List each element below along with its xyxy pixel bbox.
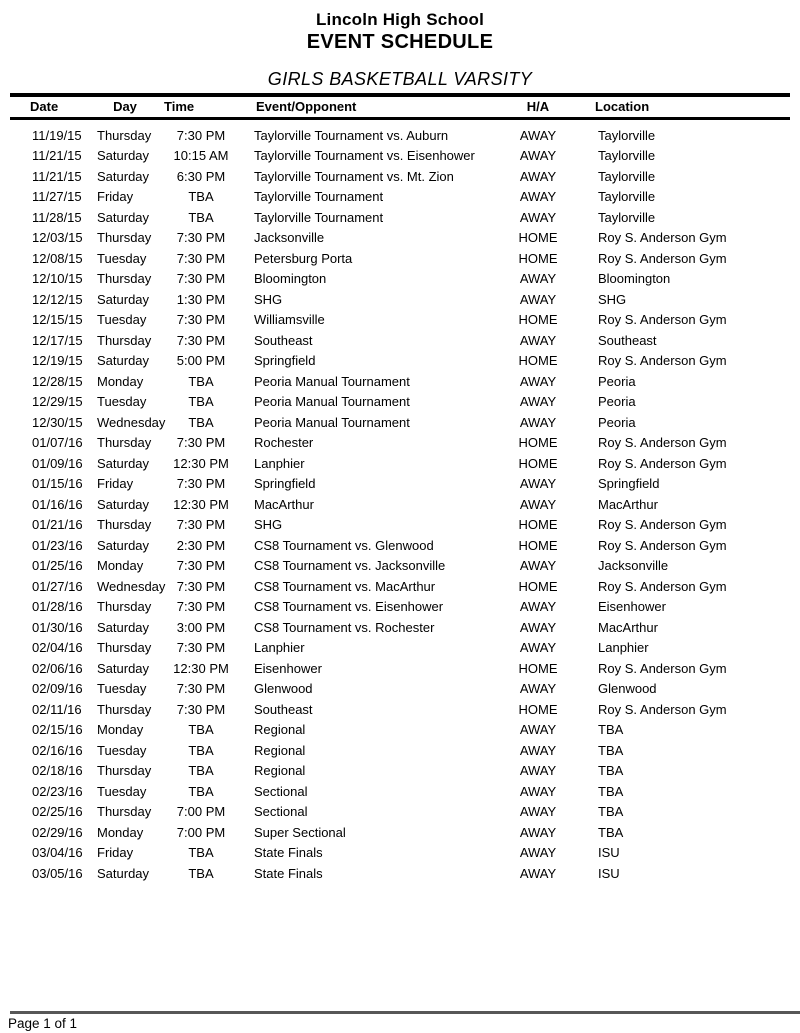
cell-time: 7:30 PM	[176, 701, 226, 717]
cell-event: Regional	[254, 763, 306, 779]
cell-event: Taylorville Tournament vs. Mt. Zion	[254, 168, 454, 184]
table-row	[10, 802, 790, 823]
cell-day: Saturday	[97, 455, 150, 471]
cell-location: Taylorville	[598, 209, 656, 225]
cell-ha: HOME	[518, 537, 558, 553]
cell-date: 01/23/16	[32, 537, 83, 553]
cell-ha: AWAY	[519, 865, 557, 881]
cell-event: Regional	[254, 742, 306, 758]
table-row	[10, 494, 790, 515]
cell-date: 02/09/16	[32, 681, 83, 697]
column-header-time: Time	[164, 99, 195, 115]
table-header-row	[10, 95, 790, 118]
cell-ha: HOME	[518, 701, 558, 717]
cell-location: Roy S. Anderson Gym	[598, 517, 727, 533]
table-row	[10, 699, 790, 720]
cell-location: Taylorville	[598, 168, 656, 184]
cell-location: TBA	[598, 783, 624, 799]
cell-day: Thursday	[97, 127, 152, 143]
cell-location: Roy S. Anderson Gym	[598, 701, 727, 717]
cell-event: CS8 Tournament vs. Glenwood	[254, 537, 434, 553]
cell-time: TBA	[188, 845, 214, 861]
cell-event: Peoria Manual Tournament	[254, 414, 410, 430]
cell-day: Thursday	[97, 701, 152, 717]
cell-date: 12/15/15	[32, 312, 83, 328]
cell-location: Roy S. Anderson Gym	[598, 312, 727, 328]
cell-time: TBA	[188, 414, 214, 430]
cell-event: Lanphier	[254, 640, 305, 656]
cell-time: 7:00 PM	[176, 824, 226, 840]
cell-day: Tuesday	[97, 783, 147, 799]
cell-event: Lanphier	[254, 455, 305, 471]
cell-ha: HOME	[518, 230, 558, 246]
cell-ha: AWAY	[519, 373, 557, 389]
cell-time: TBA	[188, 865, 214, 881]
cell-day: Tuesday	[97, 394, 147, 410]
cell-location: Springfield	[598, 476, 660, 492]
cell-time: 7:00 PM	[176, 804, 226, 820]
cell-day: Saturday	[97, 353, 150, 369]
cell-date: 03/05/16	[32, 865, 83, 881]
table-row	[10, 166, 790, 187]
cell-date: 11/21/15	[32, 148, 82, 164]
cell-location: TBA	[598, 763, 624, 779]
cell-time: TBA	[188, 783, 214, 799]
cell-ha: AWAY	[519, 332, 557, 348]
cell-ha: AWAY	[519, 168, 557, 184]
cell-day: Saturday	[97, 496, 150, 512]
cell-time: TBA	[188, 394, 214, 410]
cell-date: 02/16/16	[32, 742, 83, 758]
schedule-table	[10, 93, 790, 884]
cell-location: Roy S. Anderson Gym	[598, 435, 727, 451]
cell-event: State Finals	[254, 865, 323, 881]
cell-date: 02/25/16	[32, 804, 83, 820]
cell-time: 7:30 PM	[176, 640, 226, 656]
cell-date: 02/15/16	[32, 722, 83, 738]
column-header-ha: H/A	[526, 99, 550, 115]
cell-ha: AWAY	[519, 824, 557, 840]
cell-ha: AWAY	[519, 804, 557, 820]
cell-event: Jacksonville	[254, 230, 325, 246]
cell-date: 11/28/15	[32, 209, 82, 225]
cell-date: 12/29/15	[32, 394, 83, 410]
cell-time: TBA	[188, 763, 214, 779]
cell-date: 02/04/16	[32, 640, 83, 656]
cell-ha: AWAY	[519, 189, 557, 205]
cell-location: Jacksonville	[598, 558, 669, 574]
cell-day: Saturday	[97, 865, 150, 881]
cell-location: Taylorville	[598, 127, 656, 143]
cell-date: 01/15/16	[32, 476, 83, 492]
cell-ha: AWAY	[519, 640, 557, 656]
cell-day: Thursday	[97, 517, 152, 533]
table-row	[10, 781, 790, 802]
cell-date: 02/18/16	[32, 763, 83, 779]
cell-ha: AWAY	[519, 476, 557, 492]
cell-day: Thursday	[97, 332, 152, 348]
table-body	[10, 118, 790, 884]
table-row	[10, 474, 790, 495]
cell-date: 12/28/15	[32, 373, 83, 389]
cell-date: 12/17/15	[32, 332, 83, 348]
cell-time: 6:30 PM	[176, 168, 226, 184]
cell-date: 01/16/16	[32, 496, 83, 512]
cell-day: Monday	[97, 824, 144, 840]
cell-day: Friday	[97, 845, 134, 861]
table-row	[10, 228, 790, 249]
column-header-date: Date	[30, 99, 59, 115]
cell-time: 3:00 PM	[176, 619, 226, 635]
cell-ha: AWAY	[519, 619, 557, 635]
table-row	[10, 658, 790, 679]
cell-location: Glenwood	[598, 681, 657, 697]
cell-time: 7:30 PM	[176, 681, 226, 697]
cell-day: Saturday	[97, 660, 150, 676]
table-row	[10, 269, 790, 290]
table-row	[10, 125, 790, 146]
table-row	[10, 822, 790, 843]
cell-date: 02/23/16	[32, 783, 83, 799]
cell-day: Saturday	[97, 291, 150, 307]
table-row	[10, 310, 790, 331]
cell-date: 03/04/16	[32, 845, 83, 861]
table-row	[10, 843, 790, 864]
column-header-event: Event/Opponent	[256, 99, 357, 115]
cell-ha: AWAY	[519, 127, 557, 143]
cell-day: Thursday	[97, 804, 152, 820]
table-row	[10, 617, 790, 638]
cell-location: Roy S. Anderson Gym	[598, 578, 727, 594]
cell-event: CS8 Tournament vs. Jacksonville	[254, 558, 446, 574]
cell-day: Wednesday	[97, 578, 166, 594]
cell-event: Petersburg Porta	[254, 250, 353, 266]
cell-event: Williamsville	[254, 312, 325, 328]
cell-day: Thursday	[97, 230, 152, 246]
cell-day: Monday	[97, 722, 144, 738]
cell-location: Lanphier	[598, 640, 649, 656]
table-row	[10, 638, 790, 659]
cell-ha: AWAY	[519, 783, 557, 799]
cell-ha: HOME	[518, 455, 558, 471]
cell-location: Taylorville	[598, 189, 656, 205]
cell-day: Wednesday	[97, 414, 166, 430]
cell-ha: AWAY	[519, 394, 557, 410]
cell-location: Roy S. Anderson Gym	[598, 455, 727, 471]
cell-location: Peoria	[598, 394, 636, 410]
cell-date: 01/25/16	[32, 558, 83, 574]
cell-location: MacArthur	[598, 496, 658, 512]
table-header	[10, 95, 790, 118]
cell-day: Saturday	[97, 148, 150, 164]
cell-ha: AWAY	[519, 742, 557, 758]
cell-time: 7:30 PM	[176, 558, 226, 574]
cell-day: Saturday	[97, 209, 150, 225]
table-row	[10, 207, 790, 228]
cell-time: TBA	[188, 722, 214, 738]
table-row	[10, 515, 790, 536]
cell-ha: HOME	[518, 578, 558, 594]
cell-date: 01/21/16	[32, 517, 83, 533]
cell-ha: HOME	[518, 250, 558, 266]
cell-time: 10:15 AM	[173, 148, 229, 164]
cell-location: Bloomington	[598, 271, 671, 287]
table-row	[10, 371, 790, 392]
table-row	[10, 761, 790, 782]
cell-event: MacArthur	[254, 496, 314, 512]
cell-ha: AWAY	[519, 845, 557, 861]
cell-event: Taylorville Tournament	[254, 209, 384, 225]
cell-event: CS8 Tournament vs. Eisenhower	[254, 599, 444, 615]
cell-day: Thursday	[97, 599, 152, 615]
cell-event: Rochester	[254, 435, 314, 451]
table-row	[10, 433, 790, 454]
cell-event: Peoria Manual Tournament	[254, 373, 410, 389]
cell-day: Tuesday	[97, 250, 147, 266]
cell-date: 11/27/15	[32, 189, 82, 205]
cell-ha: HOME	[518, 353, 558, 369]
cell-time: 2:30 PM	[176, 537, 226, 553]
table-row	[10, 289, 790, 310]
cell-time: 7:30 PM	[176, 517, 226, 533]
cell-event: Taylorville Tournament vs. Eisenhower	[254, 148, 475, 164]
cell-ha: HOME	[518, 435, 558, 451]
cell-date: 12/08/15	[32, 250, 83, 266]
cell-event: SHG	[254, 517, 283, 533]
cell-day: Thursday	[97, 763, 152, 779]
cell-location: Peoria	[598, 414, 636, 430]
cell-event: Taylorville Tournament vs. Auburn	[254, 127, 449, 143]
cell-ha: HOME	[518, 312, 558, 328]
cell-time: 12:30 PM	[173, 660, 229, 676]
cell-ha: AWAY	[519, 599, 557, 615]
cell-event: State Finals	[254, 845, 323, 861]
cell-event: Peoria Manual Tournament	[254, 394, 410, 410]
cell-date: 12/12/15	[32, 291, 83, 307]
cell-ha: AWAY	[519, 291, 557, 307]
cell-day: Saturday	[97, 619, 150, 635]
cell-day: Friday	[97, 189, 134, 205]
cell-ha: HOME	[518, 660, 558, 676]
cell-event: Southeast	[254, 332, 313, 348]
table-row	[10, 679, 790, 700]
table-row	[10, 248, 790, 269]
table-row	[10, 351, 790, 372]
cell-time: 7:30 PM	[176, 312, 226, 328]
cell-time: 7:30 PM	[176, 332, 226, 348]
cell-time: 7:30 PM	[176, 599, 226, 615]
cell-date: 01/27/16	[32, 578, 83, 594]
cell-event: Springfield	[254, 353, 316, 369]
cell-time: 7:30 PM	[176, 578, 226, 594]
cell-date: 02/06/16	[32, 660, 83, 676]
cell-day: Thursday	[97, 271, 152, 287]
team-subtitle: GIRLS BASKETBALL VARSITY	[267, 69, 533, 89]
cell-day: Tuesday	[97, 681, 147, 697]
cell-event: Eisenhower	[254, 660, 322, 676]
cell-event: Glenwood	[254, 681, 313, 697]
cell-date: 11/21/15	[32, 168, 82, 184]
table-row	[10, 720, 790, 741]
cell-location: SHG	[598, 291, 627, 307]
cell-location: Roy S. Anderson Gym	[598, 353, 727, 369]
cell-time: TBA	[188, 189, 214, 205]
title-block	[0, 0, 800, 90]
table-row	[10, 146, 790, 167]
cell-ha: AWAY	[519, 558, 557, 574]
cell-date: 02/29/16	[32, 824, 83, 840]
cell-event: CS8 Tournament vs. Rochester	[254, 619, 435, 635]
cell-event: Sectional	[254, 804, 308, 820]
table-row	[10, 597, 790, 618]
cell-date: 01/09/16	[32, 455, 83, 471]
table-row	[10, 535, 790, 556]
cell-date: 01/07/16	[32, 435, 83, 451]
cell-location: TBA	[598, 722, 624, 738]
cell-day: Friday	[97, 476, 134, 492]
cell-location: TBA	[598, 742, 624, 758]
cell-location: Roy S. Anderson Gym	[598, 250, 727, 266]
cell-time: 5:00 PM	[176, 353, 226, 369]
cell-date: 01/30/16	[32, 619, 83, 635]
cell-ha: AWAY	[519, 148, 557, 164]
cell-event: Bloomington	[254, 271, 327, 287]
cell-time: 1:30 PM	[176, 291, 226, 307]
cell-time: 12:30 PM	[173, 496, 229, 512]
cell-time: TBA	[188, 209, 214, 225]
cell-event: Southeast	[254, 701, 313, 717]
cell-location: Roy S. Anderson Gym	[598, 537, 727, 553]
cell-location: Roy S. Anderson Gym	[598, 660, 727, 676]
cell-event: Super Sectional	[254, 824, 346, 840]
table-row	[10, 330, 790, 351]
page-indicator: Page 1 of 1	[8, 1016, 78, 1031]
cell-time: TBA	[188, 373, 214, 389]
column-header-location: Location	[595, 99, 650, 115]
cell-date: 12/03/15	[32, 230, 83, 246]
cell-day: Saturday	[97, 537, 150, 553]
cell-location: MacArthur	[598, 619, 658, 635]
cell-date: 02/11/16	[32, 701, 82, 717]
cell-day: Monday	[97, 558, 144, 574]
table-row	[10, 556, 790, 577]
cell-location: ISU	[598, 865, 620, 881]
cell-event: Sectional	[254, 783, 308, 799]
cell-event: Taylorville Tournament	[254, 189, 384, 205]
cell-event: Regional	[254, 722, 306, 738]
cell-location: Taylorville	[598, 148, 656, 164]
table-row	[10, 576, 790, 597]
cell-event: CS8 Tournament vs. MacArthur	[254, 578, 436, 594]
cell-time: 7:30 PM	[176, 127, 226, 143]
cell-location: Southeast	[598, 332, 657, 348]
cell-location: TBA	[598, 804, 624, 820]
cell-ha: AWAY	[519, 763, 557, 779]
cell-day: Monday	[97, 373, 144, 389]
cell-location: Peoria	[598, 373, 636, 389]
cell-ha: HOME	[518, 517, 558, 533]
cell-day: Tuesday	[97, 312, 147, 328]
table-row	[10, 187, 790, 208]
cell-time: 7:30 PM	[176, 476, 226, 492]
footer-rule	[10, 1011, 800, 1014]
cell-date: 12/19/15	[32, 353, 83, 369]
cell-location: Roy S. Anderson Gym	[598, 230, 727, 246]
cell-day: Tuesday	[97, 742, 147, 758]
cell-ha: AWAY	[519, 496, 557, 512]
table-row	[10, 863, 790, 884]
cell-date: 01/28/16	[32, 599, 83, 615]
cell-ha: AWAY	[519, 722, 557, 738]
cell-location: ISU	[598, 845, 620, 861]
cell-location: TBA	[598, 824, 624, 840]
school-name: Lincoln High School	[315, 10, 485, 29]
table-row	[10, 412, 790, 433]
cell-location: Eisenhower	[598, 599, 666, 615]
table-row	[10, 392, 790, 413]
cell-event: SHG	[254, 291, 283, 307]
cell-time: 12:30 PM	[173, 455, 229, 471]
cell-time: 7:30 PM	[176, 230, 226, 246]
cell-time: 7:30 PM	[176, 271, 226, 287]
schedule-title: EVENT SCHEDULE	[306, 31, 494, 53]
cell-day: Thursday	[97, 640, 152, 656]
cell-date: 12/30/15	[32, 414, 83, 430]
cell-time: 7:30 PM	[176, 250, 226, 266]
cell-day: Saturday	[97, 168, 150, 184]
table-row	[10, 453, 790, 474]
table-row	[10, 740, 790, 761]
column-header-day: Day	[113, 99, 137, 115]
cell-ha: AWAY	[519, 209, 557, 225]
cell-time: TBA	[188, 742, 214, 758]
cell-date: 12/10/15	[32, 271, 83, 287]
cell-date: 11/19/15	[32, 127, 82, 143]
cell-ha: AWAY	[519, 414, 557, 430]
cell-ha: AWAY	[519, 271, 557, 287]
cell-time: 7:30 PM	[176, 435, 226, 451]
cell-ha: AWAY	[519, 681, 557, 697]
cell-event: Springfield	[254, 476, 316, 492]
cell-day: Thursday	[97, 435, 152, 451]
